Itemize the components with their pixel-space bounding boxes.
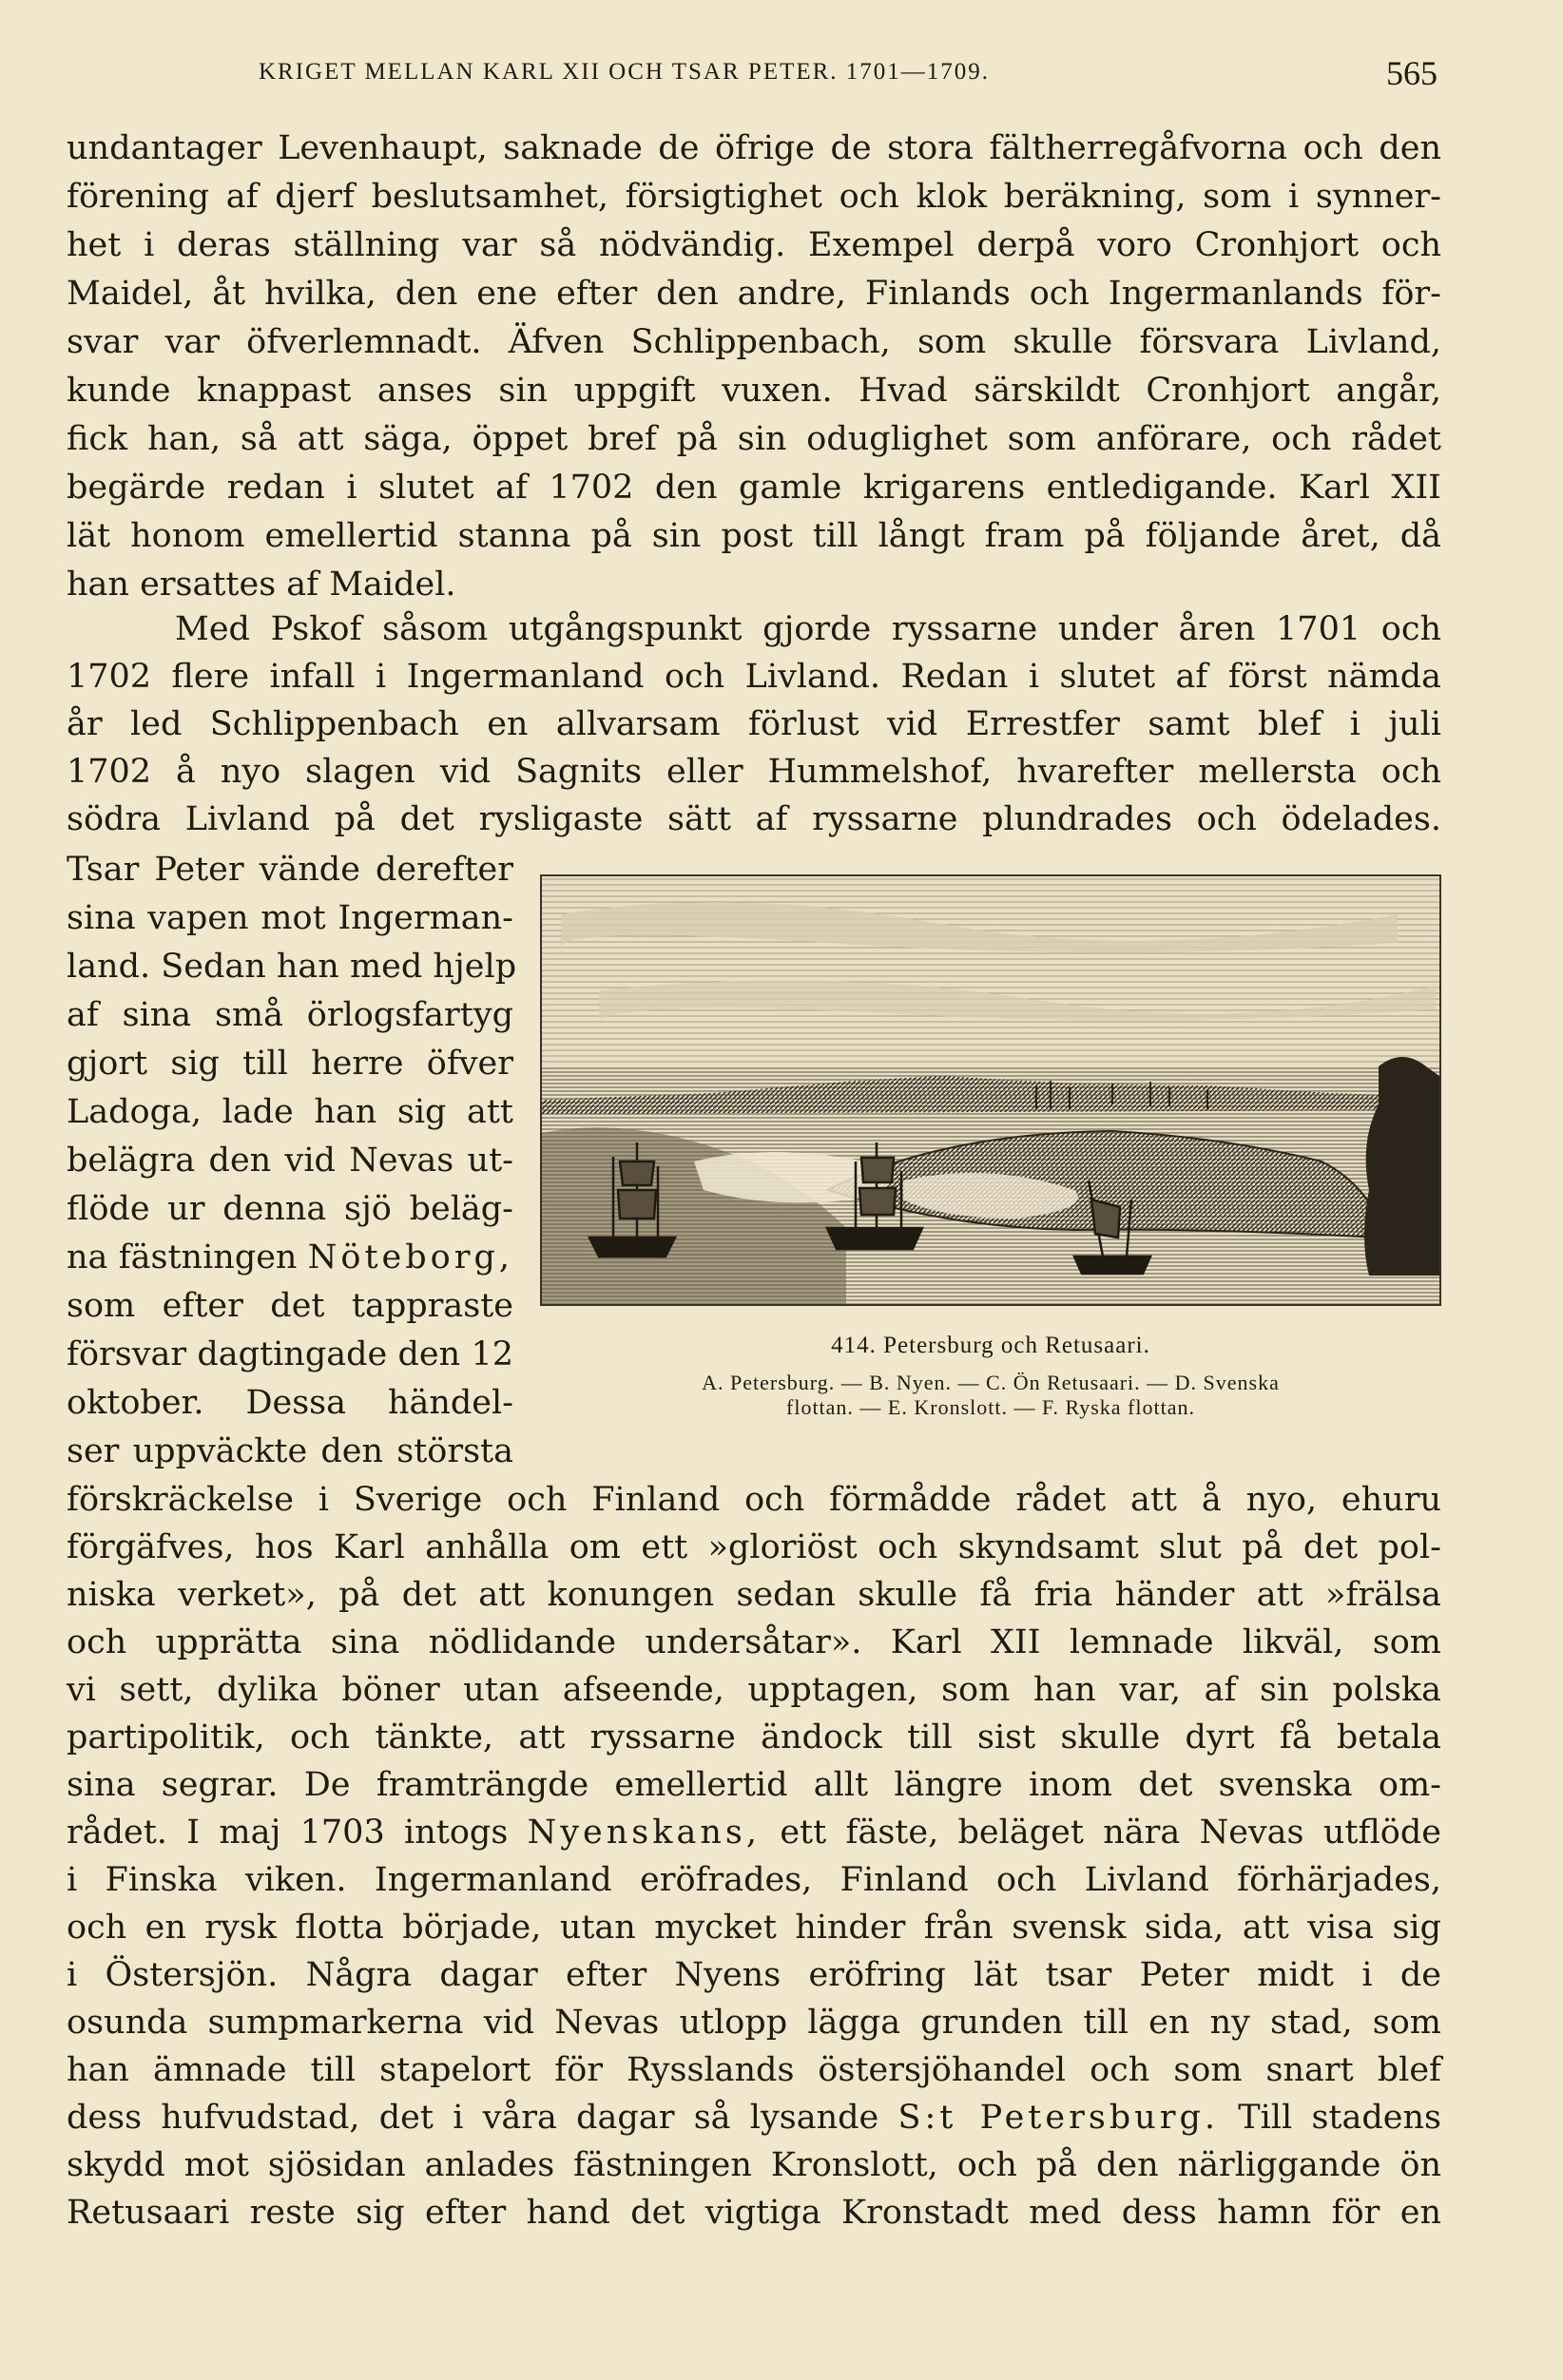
text-line: niska verket», på det att konungen sedan skulle få fria händer att »frälsa	[67, 1576, 1441, 1614]
text-line: Tsar Peter vände derefter	[67, 851, 513, 889]
text-line: gjort sig till herre öfver	[67, 1045, 513, 1083]
text-segment: ett fäste, beläget nära Nevas utflöde	[780, 1814, 1441, 1852]
text-line: lät honom emellertid stanna på sin post till långt fram på följande året, då	[67, 517, 1441, 555]
text-line	[67, 2093, 1441, 2142]
running-head-title: KRIGET MELLAN KARL XII OCH TSAR PETER. 1701—1709.	[259, 59, 991, 85]
figure-legend-line: flottan. — E. Kronslott. — F. Ryska flottan.	[786, 1395, 1195, 1419]
text-line: osunda sumpmarkerna vid Nevas utlopp lägga grunden till en ny stad, som	[67, 2004, 1441, 2042]
text-line: land. Sedan han med hjelp	[67, 948, 517, 986]
text-segment: na fästningen	[67, 1238, 298, 1276]
text-line: han ämnade till stapelort för Rysslands östersjöhandel och som snart blef	[67, 2051, 1441, 2089]
figure-legend	[582, 1371, 1399, 1420]
page-number: 565	[1386, 54, 1438, 92]
text-line: som efter det tappraste	[67, 1287, 513, 1325]
figure-legend-line: A. Petersburg. — B. Nyen. — C. Ön Retusaari. — D. Svenska	[702, 1371, 1280, 1394]
text-line: begärde redan i slutet af 1702 den gamle krigarens entledigande. Karl XII	[67, 469, 1441, 507]
text-line: partipolitik, och tänkte, att ryssarne ändock till sist skulle dyrt få betala	[67, 1718, 1441, 1756]
text-line: fick han, så att säga, öppet bref på sin oduglighet som anförare, och rådet	[67, 420, 1441, 458]
text-line: undantager Levenhaupt, saknade de öfrige de stora fältherregåfvorna och den	[67, 129, 1441, 167]
place-name-nyenskans: Nyenskans,	[527, 1814, 761, 1852]
text-line: 1702 flere infall i Ingermanland och Livland. Redan i slutet af först nämda	[67, 658, 1441, 696]
text-line: flöde ur denna sjö beläg-	[67, 1190, 513, 1228]
engraving-illustration	[542, 876, 1439, 1304]
text-line: Med Pskof såsom utgångspunkt gjorde ryssarne under åren 1701 och	[175, 610, 1441, 648]
text-line: kunde knappast anses sin uppgift vuxen. Hvad särskildt Cronhjort angår,	[67, 372, 1441, 410]
text-line: vi sett, dylika böner utan afseende, upptagen, som han var, af sin polska	[67, 1671, 1441, 1709]
text-line: och upprätta sina nödlidande undersåtar». Karl XII lemnade likväl, som	[67, 1623, 1441, 1661]
text-segment: Till stadens	[1238, 2099, 1441, 2137]
text-line: i Finska viken. Ingermanland eröfrades, Finland och Livland förhärjades,	[67, 1861, 1441, 1899]
text-line: förening af djerf beslutsamhet, försigtighet och klok beräkning, som i synner-	[67, 178, 1441, 216]
text-line: förskräckelse i Sverige och Finland och förmådde rådet att å nyo, ehuru	[67, 1481, 1441, 1519]
text-segment: dess hufvudstad, det i våra dagar så lysande	[67, 2099, 879, 2137]
running-head	[259, 53, 1438, 95]
text-line: sina vapen mot Ingerman-	[67, 899, 513, 937]
text-line: förgäfves, hos Karl anhålla om ett »gloriöst och skyndsamt slut på det pol-	[67, 1528, 1441, 1566]
place-name-petersburg: S:t Petersburg.	[897, 2099, 1219, 2137]
text-line: Maidel, åt hvilka, den ene efter den andre, Finlands och Ingermanlands för-	[67, 275, 1441, 313]
text-line	[67, 1808, 1441, 1857]
text-line: oktober. Dessa händel-	[67, 1384, 513, 1422]
figure-number: 414.	[831, 1333, 877, 1358]
figure-caption-title	[540, 1333, 1441, 1359]
engraving-figure	[540, 874, 1441, 1306]
text-line: i Östersjön. Några dagar efter Nyens eröfring lät tsar Peter midt i de	[67, 1956, 1441, 1994]
text-line: han ersattes af Maidel.	[67, 566, 456, 604]
text-line: ser uppväckte den största	[67, 1432, 513, 1470]
text-line: år led Schlippenbach en allvarsam förlust vid Errestfer samt blef i juli	[67, 705, 1441, 743]
text-line: 1702 å nyo slagen vid Sagnits eller Hummelshof, hvarefter mellersta och	[67, 753, 1441, 791]
text-line	[67, 1233, 513, 1282]
text-line: Ladoga, lade han sig att	[67, 1093, 513, 1131]
text-line: skydd mot sjösidan anlades fästningen Kronslott, och på den närliggande ön	[67, 2146, 1441, 2184]
text-line: försvar dagtingade den 12	[67, 1335, 513, 1373]
text-line: af sina små örlogsfartyg	[67, 996, 513, 1034]
text-line: svar var öfverlemnadt. Äfven Schlippenbach, som skulle försvara Livland,	[67, 323, 1441, 361]
figure-title: Petersburg och Retusaari.	[883, 1333, 1150, 1358]
text-line: södra Livland på det rysligaste sätt af ryssarne plundrades och ödelades.	[67, 800, 1441, 838]
text-line: Retusaari reste sig efter hand det vigtiga Kronstadt med dess hamn för en	[67, 2194, 1441, 2232]
place-name-noteborg: Nöteborg,	[307, 1238, 513, 1276]
text-line: sina segrar. De framträngde emellertid allt längre inom det svenska om-	[67, 1766, 1441, 1804]
text-line: het i deras ställning var så nödvändig. Exempel derpå voro Cronhjort och	[67, 226, 1441, 264]
text-line: belägra den vid Nevas ut-	[67, 1142, 513, 1180]
text-segment: rådet. I maj 1703 intogs	[67, 1814, 509, 1852]
text-line: och en rysk flotta började, utan mycket hinder från svensk sida, att visa sig	[67, 1909, 1441, 1947]
